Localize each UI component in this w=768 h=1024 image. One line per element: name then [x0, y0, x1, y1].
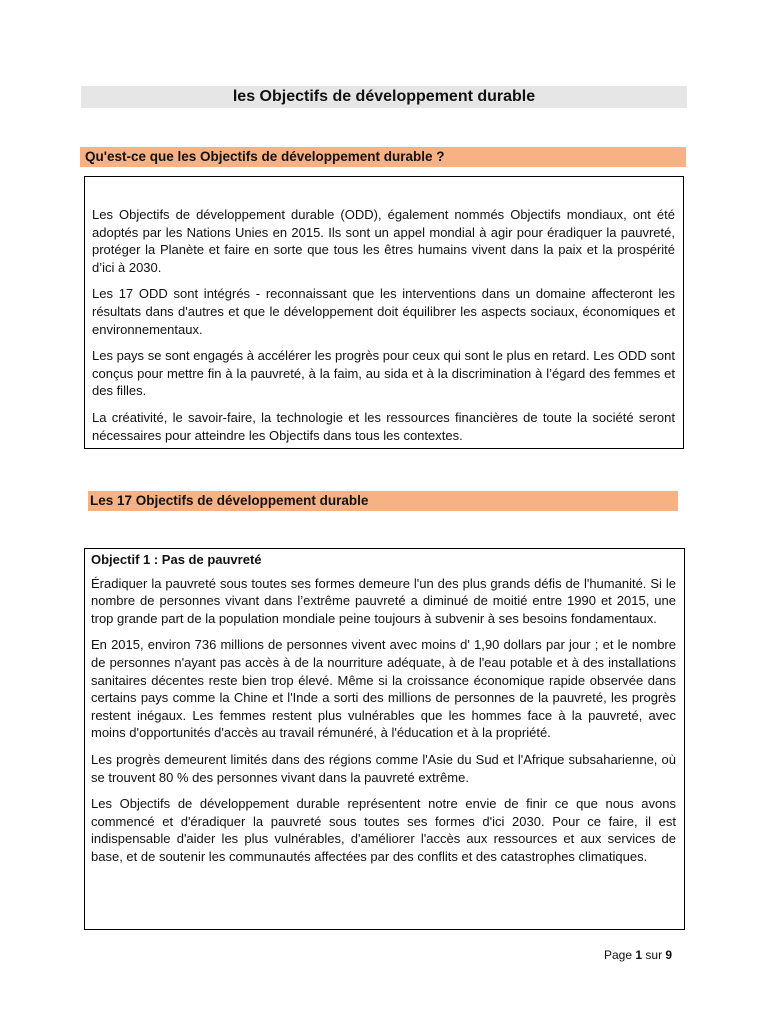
paragraph: Éradiquer la pauvreté sous toutes ses formes demeure l'un des plus grands défis de l'humanité. Si le nombre de personnes vivant dans l’extrême pauvreté a diminué de moitié entre 1990 et 2015, une trop grande part de la population mondiale peine toujours à subvenir à ses besoins fondamentaux. [91, 575, 676, 626]
paragraph: La créativité, le savoir-faire, la technologie et les ressources financières de toute la société seront nécessaires pour atteindre les Objectifs dans tous les contextes. [92, 409, 675, 443]
intro-text-box [84, 176, 684, 449]
section-heading-what-are-sdgs: Qu'est-ce que les Objectifs de développement durable ? [80, 147, 686, 167]
page-title: les Objectifs de développement durable [81, 86, 687, 108]
objective-title: Objectif 1 : Pas de pauvreté [91, 552, 262, 567]
objective-1-box [84, 548, 685, 930]
paragraph: En 2015, environ 736 millions de personnes vivent avec moins d' 1,90 dollars par jour ; et le nombre de personnes n'ayant pas accès à de la nourriture adéquate, à de l'eau potable et à des installations sanitaires décentes reste bien trop élevé. Même si la croissance économique rapide observée dans certains pays comme la Chine et l'Inde a sorti des millions de personnes de la pauvreté, les progrès restent inégaux. Les femmes restent plus vulnérables que les hommes face à la pauvreté, avec moins d'opportunités d'accès au travail rémunéré, à l'éducation et à la propriété. [91, 637, 676, 741]
paragraph: Les Objectifs de développement durable (ODD), également nommés Objectifs mondiaux, ont été adoptés par les Nations Unies en 2015. Ils sont un appel mondial à agir pour éradiquer la pauvreté, protéger la Planète et faire en sorte que tous les êtres humains vivent dans la paix et la prospérité d’ici à 2030. [92, 207, 675, 275]
page-label: Page [604, 948, 633, 962]
total-pages-number: 9 [665, 948, 673, 962]
current-page-number: 1 [635, 948, 643, 962]
section-heading-17-sdgs: Les 17 Objectifs de développement durable [88, 491, 678, 511]
paragraph: Les progrès demeurent limités dans des régions comme l'Asie du Sud et l'Afrique subsaharienne, où se trouvent 80 % des personnes vivant dans la pauvreté extrême. [91, 751, 676, 785]
page-footer [604, 946, 672, 964]
paragraph: Les pays se sont engagés à accélérer les progrès pour ceux qui sont le plus en retard. Les ODD sont conçus pour mettre fin à la pauvreté, à la faim, au sida et à la discrimination à l’égard des femmes et des filles. [92, 348, 675, 399]
page-separator: sur [645, 948, 663, 962]
paragraph: Les Objectifs de développement durable représentent notre envie de finir ce que nous avons commencé et d'éradiquer la pauvreté sous toutes ses formes d'ici 2030. Pour ce faire, il est indispensable d'aider les plus vulnérables, d'améliorer l'accès aux ressources et aux services de base, et de soutenir les communautés affectées par des conflits et des catastrophes climatiques. [91, 796, 676, 864]
paragraph: Les 17 ODD sont intégrés - reconnaissant que les interventions dans un domaine affecteront les résultats dans d'autres et que le développement doit équilibrer les aspects sociaux, économiques et environnementaux. [92, 286, 675, 337]
